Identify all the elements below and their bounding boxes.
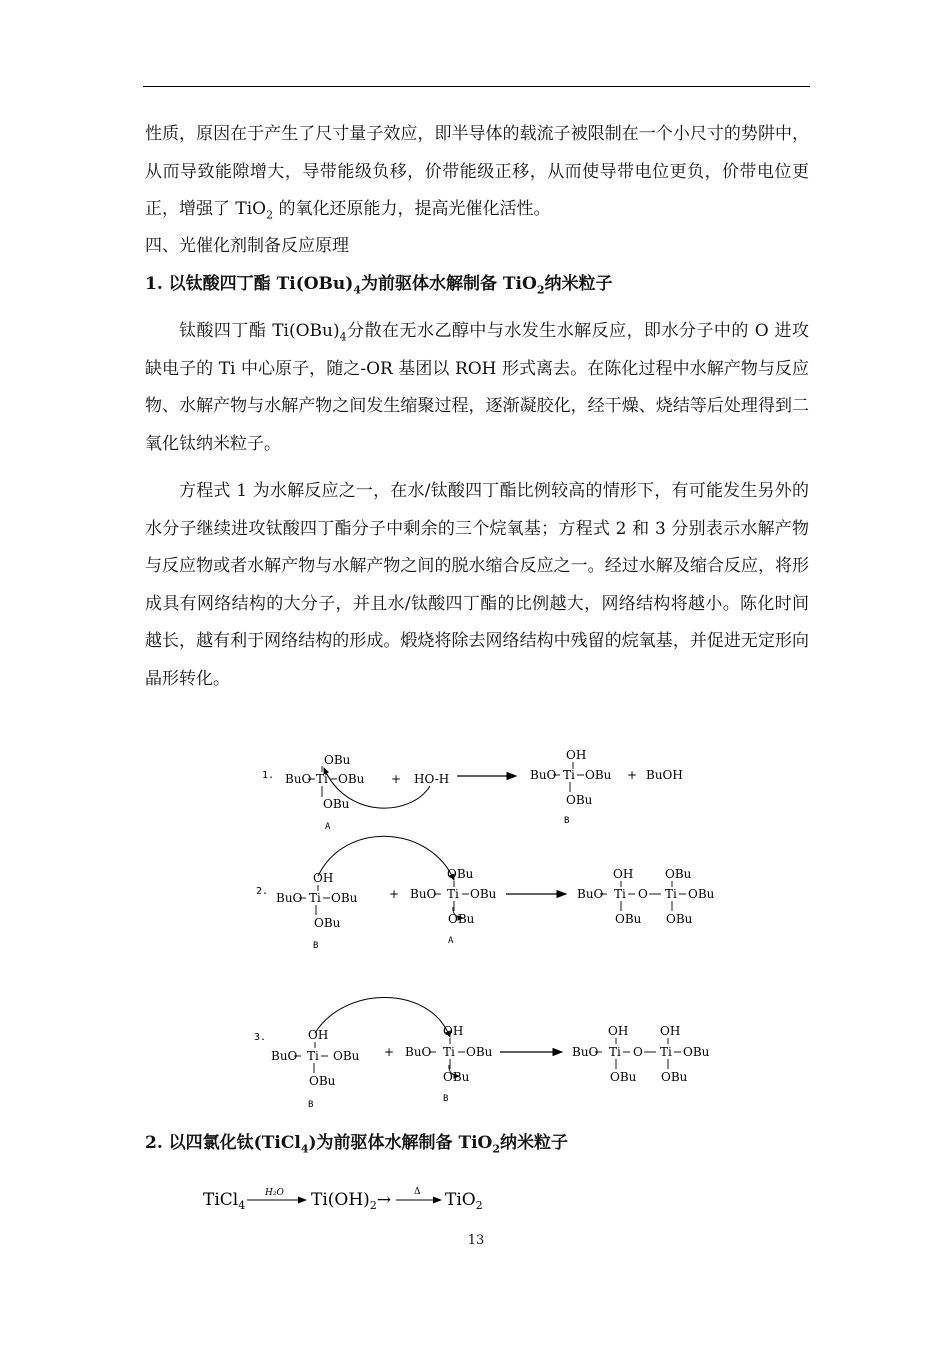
group-buo: BuO bbox=[410, 887, 437, 901]
atom-ti: Ti bbox=[447, 887, 459, 901]
equation-number-3: 3. bbox=[254, 1032, 267, 1043]
group-obu-right: OBu bbox=[683, 1045, 710, 1059]
group-obu-bottom: OBu bbox=[566, 793, 593, 807]
group-obu-bottom: OBu bbox=[666, 912, 693, 926]
group-oh-top: OH bbox=[613, 867, 634, 881]
atom-ti: Ti bbox=[614, 887, 626, 901]
plus-sign: + bbox=[391, 772, 402, 786]
page-number: 13 bbox=[467, 1233, 485, 1248]
group-oh-top: OH bbox=[660, 1024, 681, 1038]
group-obu-right: OBu bbox=[331, 891, 358, 905]
group-obu-bottom: OBu bbox=[309, 1074, 336, 1088]
equation-number-1: 1. bbox=[262, 770, 275, 781]
attack-arrow-2 bbox=[318, 836, 454, 880]
group-oh-top: OH bbox=[608, 1024, 629, 1038]
group-obu-right: OBu bbox=[333, 1049, 360, 1063]
plus-sign: + bbox=[389, 887, 400, 901]
label-a: A bbox=[325, 822, 331, 832]
header-rule bbox=[143, 86, 810, 87]
reactant-ticl4: TiCl$_4$ bbox=[203, 1190, 246, 1212]
equation-number-2: 2. bbox=[256, 886, 269, 897]
intermediate-tioh2: $Ti(OH)_2\to$ bbox=[311, 1190, 392, 1212]
section-title: 四、光催化剂制备反应原理 bbox=[145, 236, 349, 256]
label-a: A bbox=[448, 936, 454, 946]
label-b: B bbox=[308, 1100, 314, 1110]
group-buo: BuO bbox=[405, 1045, 432, 1059]
group-obu-right: OBu bbox=[466, 1045, 493, 1059]
group-obu-bottom: OBu bbox=[661, 1070, 688, 1084]
group-buo: BuO bbox=[577, 887, 604, 901]
group-oh-top: OH bbox=[313, 871, 334, 885]
arrow-label-water: H₂O bbox=[265, 1188, 284, 1198]
label-b: B bbox=[443, 1094, 449, 1104]
group-buo: BuO bbox=[530, 768, 557, 782]
group-obu-bottom: OBu bbox=[615, 912, 642, 926]
atom-ti: Ti bbox=[660, 1045, 672, 1059]
atom-ti: Ti bbox=[307, 1049, 319, 1063]
group-obu-bottom: OBu bbox=[610, 1070, 637, 1084]
group-oh-top: OH bbox=[443, 1024, 464, 1038]
group-obu-bottom: OBu bbox=[314, 916, 341, 930]
group-oh-top: OH bbox=[308, 1028, 329, 1042]
group-oh-top: OH bbox=[566, 748, 587, 762]
butanol: BuOH bbox=[646, 768, 683, 782]
bridging-oxygen: O bbox=[638, 887, 648, 901]
group-obu-bottom: OBu bbox=[448, 912, 475, 926]
equation-explanation-paragraph: 方程式 1 为水解反应之一，在水/钛酸四丁酯比例较高的情形下，有可能发生另外的水分子继续进攻钛酸四丁酯分子中剩余的三个烷氧基；方程式 2 和 3 分别表示水解产物与反应物或者水解产物与水解产物之间的脱水缩合反应之一。经过水解及缩合反应，将形成具有网络结构的大分子，并且水/钛酸四丁酯的比例越大，网络结构将越小。陈化时间越长，越有利于网络结构的形成。煅烧将除去网络结构中残留的烷氧基，并促进无定形向晶形转化。 bbox=[145, 481, 809, 689]
group-buo: BuO bbox=[271, 1049, 298, 1063]
group-obu-right: OBu bbox=[338, 772, 365, 786]
group-obu-bottom: OBu bbox=[443, 1070, 470, 1084]
water-molecule: HO-H bbox=[414, 772, 450, 786]
attack-arrow-3 bbox=[315, 997, 450, 1037]
atom-ti: Ti bbox=[563, 768, 575, 782]
group-obu-bottom: OBu bbox=[323, 797, 350, 811]
equation-1 bbox=[262, 748, 683, 832]
tio2-formula: TiO$_2$ bbox=[235, 199, 274, 222]
atom-ti: Ti bbox=[443, 1045, 455, 1059]
reaction-scheme bbox=[240, 742, 730, 1112]
subsection-1-title: 1. 以钛酸四丁酯 $Ti(OBu)_4$为前驱体水解制备 TiO$_2$纳米粒子 bbox=[145, 274, 613, 297]
bridging-oxygen: O bbox=[633, 1045, 643, 1059]
ticl4-equation bbox=[203, 1178, 603, 1218]
atom-ti: Ti bbox=[316, 772, 328, 786]
intro-paragraph bbox=[145, 116, 809, 229]
atom-ti: Ti bbox=[665, 887, 677, 901]
group-buo: BuO bbox=[276, 891, 303, 905]
label-b: B bbox=[313, 941, 319, 951]
equation-2 bbox=[256, 836, 715, 951]
group-obu-right: OBu bbox=[585, 768, 612, 782]
subsection-2-title: 2. 以四氯化钛(TiCl$_4$)为前驱体水解制备 TiO$_2$纳米粒子 bbox=[145, 1133, 569, 1156]
atom-ti: Ti bbox=[609, 1045, 621, 1059]
hydrolysis-paragraph: 钛酸四丁酯 $Ti(OBu)_4$分散在无水乙醇中与水发生水解反应，即水分子中的 O 进攻缺电子的 Ti 中心原子，随之-OR 基团以 ROH 形式离去。在陈化过程中水解产物与反应物、水解产物与水解产物之间发生缩聚过程，逐渐凝胶化，经干燥、烧结等后处理得到二氧化钛纳米粒子。 bbox=[145, 321, 810, 454]
arrow-label-heat: Δ bbox=[414, 1187, 421, 1197]
plus-sign: + bbox=[384, 1045, 395, 1059]
group-obu-top: OBu bbox=[447, 867, 474, 881]
intro-text: 性质，原因在于产生了尺寸量子效应，即半导体的载流子被限制在一个小尺寸的势阱中，从而导致能隙增大，导带能级负移，价带能级正移，从而使导带电位更负，价带电位更正，增强了 bbox=[145, 124, 809, 219]
group-obu-right: OBu bbox=[688, 887, 715, 901]
equation-3 bbox=[254, 997, 710, 1110]
group-obu-right: OBu bbox=[470, 887, 497, 901]
intro-text-end: 的氧化还原能力，提高光催化活性。 bbox=[278, 199, 551, 219]
group-buo: BuO bbox=[285, 772, 312, 786]
atom-ti: Ti bbox=[309, 891, 321, 905]
product-tio2: TiO$_2$ bbox=[445, 1190, 483, 1212]
plus-sign: + bbox=[627, 768, 638, 782]
group-buo: BuO bbox=[572, 1045, 599, 1059]
group-obu-top: OBu bbox=[665, 867, 692, 881]
group-obu-top: OBu bbox=[324, 753, 351, 767]
label-b: B bbox=[564, 816, 570, 826]
